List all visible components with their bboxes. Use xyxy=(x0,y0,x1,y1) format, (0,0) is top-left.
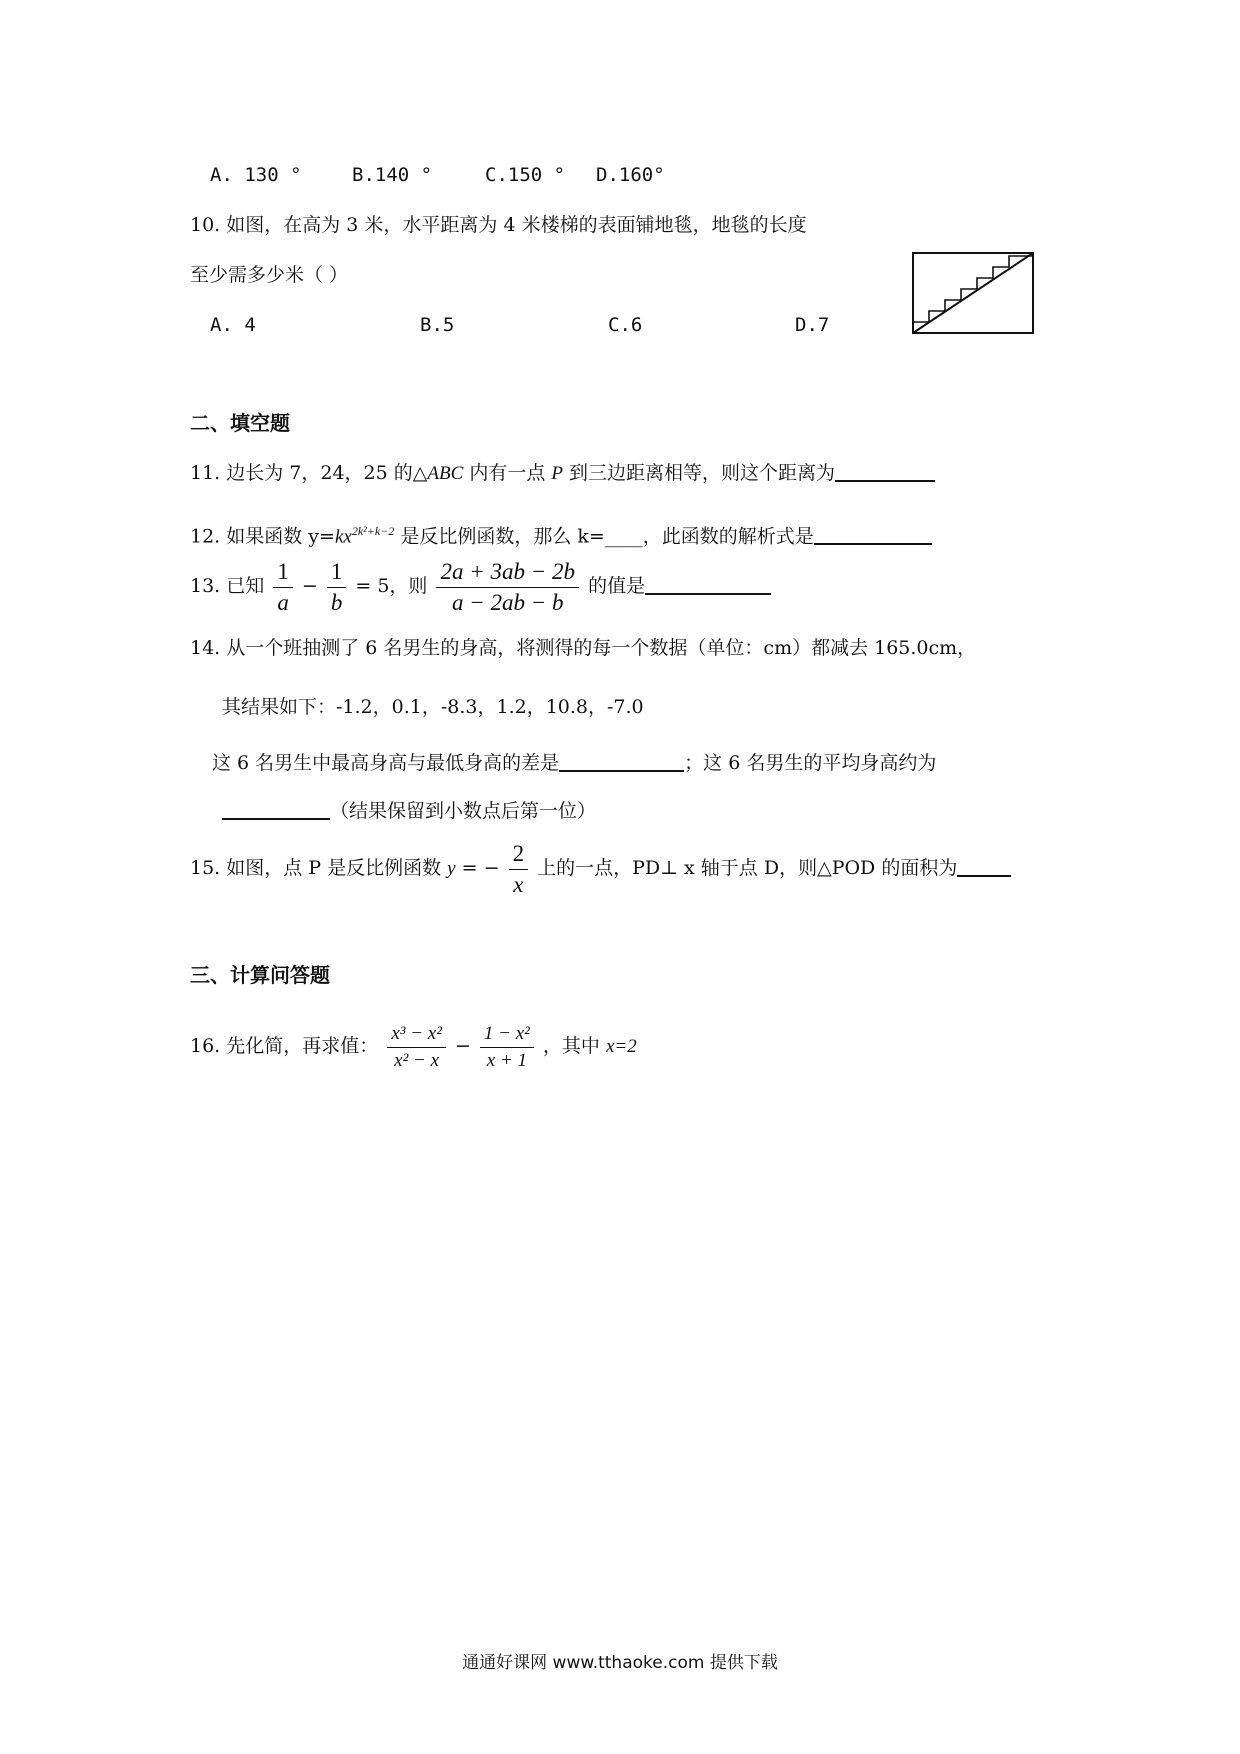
q9-option-b: B.140 ° xyxy=(352,164,433,186)
q14-line4-wrap xyxy=(222,796,596,826)
q16-f2-num: 1 − x² xyxy=(480,1021,534,1048)
q12-mid: 是反比例函数，那么 k=____，此函数的解析式是 xyxy=(394,525,814,548)
q9-option-d: D.160° xyxy=(596,164,665,186)
q13-fraction-1 xyxy=(273,557,293,618)
q10-option-a: A. 4 xyxy=(210,314,256,336)
q12-answer-blank xyxy=(814,523,932,545)
q14-mean-blank xyxy=(222,798,330,820)
q13-f2-den: b xyxy=(330,589,343,615)
q15-f-den: x xyxy=(513,871,524,897)
q9-option-a: A. 130 ° xyxy=(210,164,302,186)
q16-minus: − xyxy=(454,1035,471,1057)
q16-f2-den: x + 1 xyxy=(486,1049,528,1071)
q13-f1-num: 1 xyxy=(273,557,293,588)
q11-mid: 内有一点 xyxy=(463,462,552,484)
q12-kx: kx xyxy=(334,526,352,548)
q13-equals: = 5，则 xyxy=(355,575,428,597)
q16-condition: x=2 xyxy=(605,1036,637,1057)
q15-f-num: 2 xyxy=(509,839,529,870)
q13-fraction-3 xyxy=(436,557,579,618)
q13-minus: − xyxy=(301,575,318,597)
q15-y: y xyxy=(447,858,456,879)
q14-line1: 14. 从一个班抽测了 6 名男生的身高，将测得的每一个数据（单位：cm）都减去 165.0cm， xyxy=(190,637,977,659)
q13-f1-den: a xyxy=(277,589,289,615)
q11-suffix: 到三边距离相等，则这个距离为 xyxy=(562,462,836,484)
q14-line3 xyxy=(212,748,936,778)
q11 xyxy=(190,458,935,489)
q11-prefix: 11. 边长为 7，24，25 的△ xyxy=(190,462,428,484)
q15-fraction xyxy=(509,839,529,900)
q12-prefix: 12. 如果函数 y= xyxy=(190,525,335,548)
q14-line2: 其结果如下：-1.2，0.1，-8.3，1.2，10.8，-7.0 xyxy=(222,696,644,718)
footer-text: 通通好课网 www.tthaoke.com 提供下载 xyxy=(462,1653,778,1673)
q10-option-b: B.5 xyxy=(420,314,455,336)
q12 xyxy=(190,516,932,552)
q13-prefix: 13. 已知 xyxy=(190,575,265,597)
staircase-figure xyxy=(912,252,1038,336)
q10-line2: 至少需多少米（ ） xyxy=(190,264,349,286)
q9-option-c: C.150 ° xyxy=(485,164,566,186)
q15-prefix: 15. 如图，点 P 是反比例函数 xyxy=(190,857,448,879)
q16-fraction-2 xyxy=(480,1021,534,1074)
q15-suffix: 上的一点，PD⊥ x 轴于点 D，则△POD 的面积为 xyxy=(537,857,958,879)
q15-answer-blank xyxy=(957,855,1011,877)
q13 xyxy=(190,554,771,618)
q10-option-d: D.7 xyxy=(795,314,830,336)
q16-f1-den: x² − x xyxy=(394,1049,440,1071)
q16-prefix: 16. 先化简，再求值： xyxy=(190,1035,379,1057)
q14-line3b: ；这 6 名男生的平均身高约为 xyxy=(684,752,937,774)
q14-line4: （结果保留到小数点后第一位） xyxy=(330,800,597,822)
q13-suffix: 的值是 xyxy=(588,575,646,597)
q14-line3a: 这 6 名男生中最高身高与最低身高的差是 xyxy=(212,752,560,774)
q10-line1: 10. 如图，在高为 3 米，水平距离为 4 米楼梯的表面铺地毯，地毯的长度 xyxy=(190,214,807,236)
q13-answer-blank xyxy=(645,573,771,595)
q11-p: P xyxy=(551,463,563,484)
q16-fraction-1 xyxy=(387,1021,446,1074)
q11-abc: ABC xyxy=(427,463,464,484)
q15-eq: = − xyxy=(455,857,500,879)
q13-f3-den: a − 2ab − b xyxy=(451,589,564,615)
section-2-title: 二、填空题 xyxy=(190,411,290,435)
q15 xyxy=(190,836,1011,901)
q16 xyxy=(190,1014,637,1079)
q16-f1-num: x³ − x² xyxy=(387,1021,446,1048)
q16-suffix: ，其中 xyxy=(542,1035,606,1057)
q11-answer-blank xyxy=(835,460,935,482)
q13-f2-num: 1 xyxy=(327,557,347,588)
q10-option-c: C.6 xyxy=(608,314,643,336)
section-3-title: 三、计算问答题 xyxy=(190,963,330,987)
q13-fraction-2 xyxy=(327,557,347,618)
q14-range-blank xyxy=(559,750,684,772)
q13-f3-num: 2a + 3ab − 2b xyxy=(436,557,579,588)
q12-exponent: 2k²+k−2 xyxy=(351,524,395,538)
